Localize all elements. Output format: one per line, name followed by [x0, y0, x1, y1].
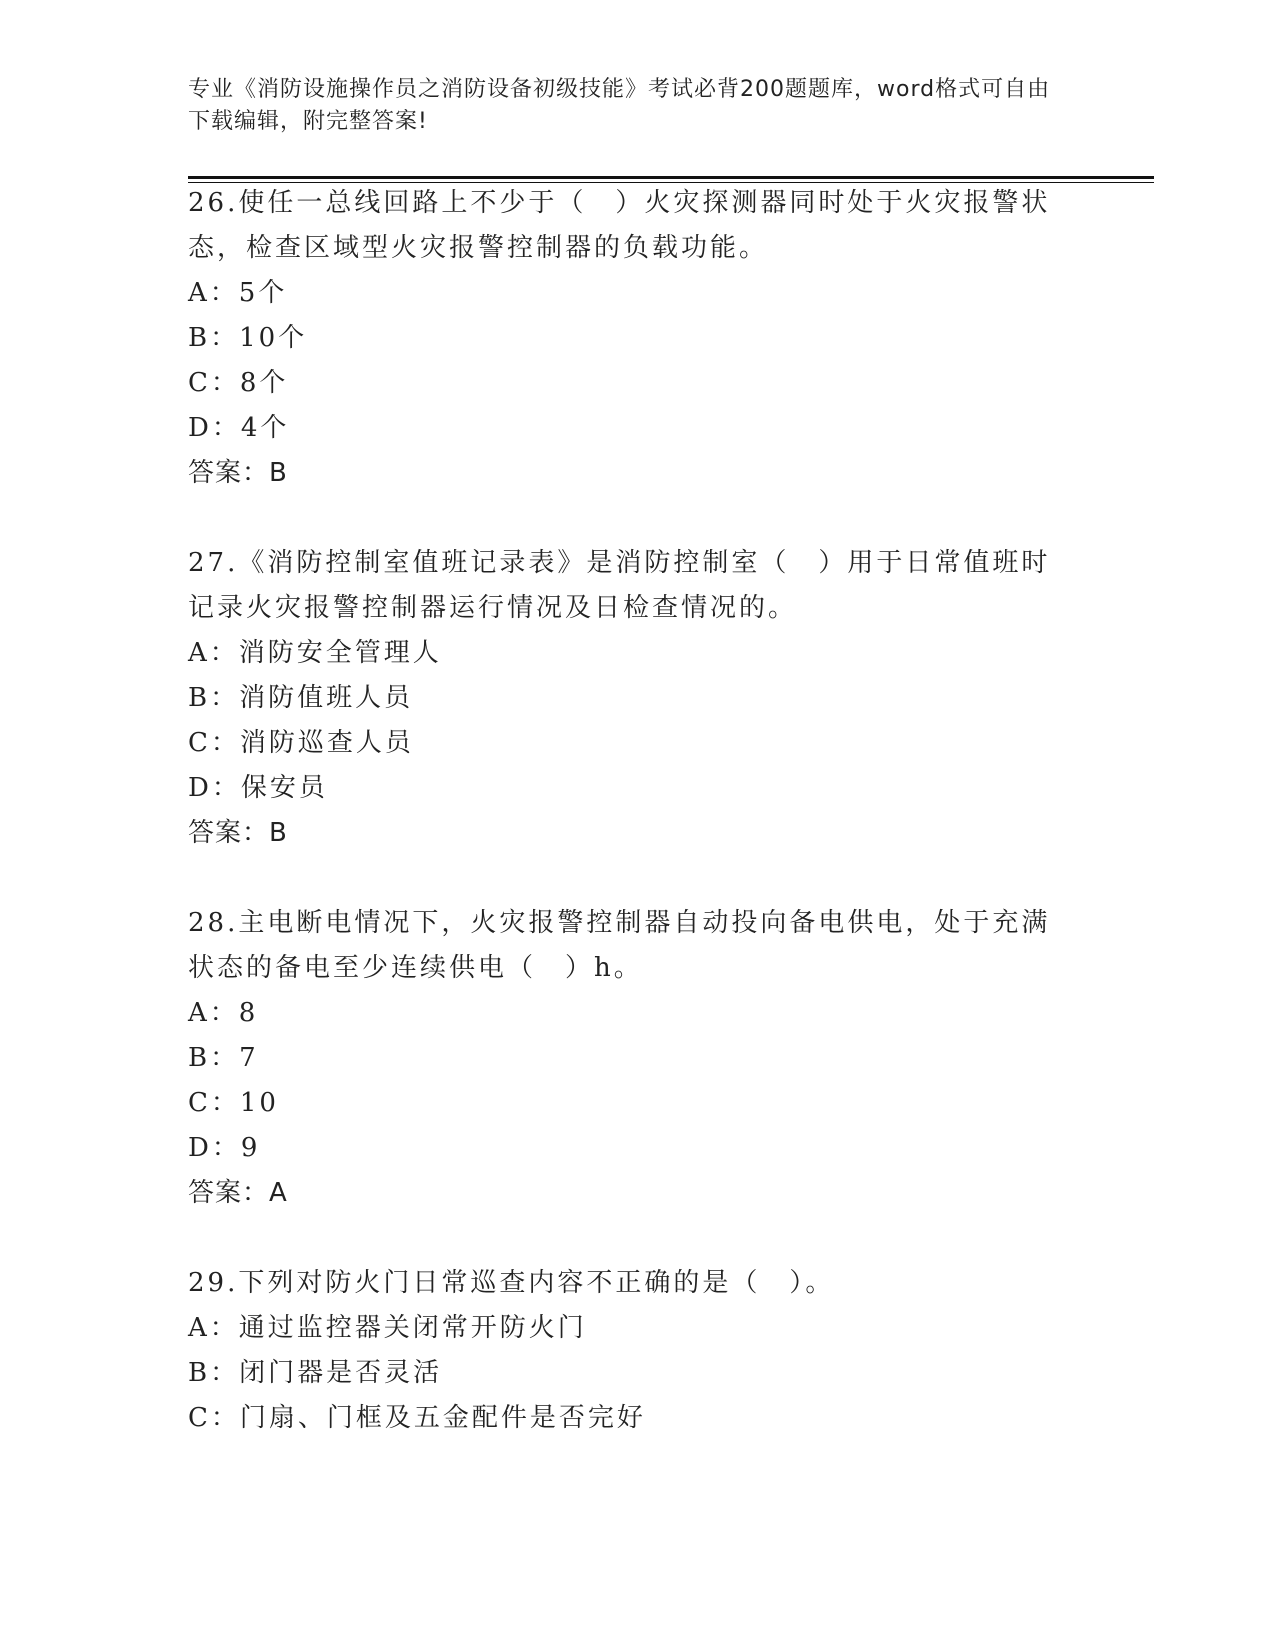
- header-divider-thick: [188, 176, 1154, 179]
- option-d: D：保安员: [188, 773, 328, 803]
- option-d: D：4个: [188, 413, 290, 443]
- question-29: [188, 1261, 1088, 1441]
- option-c: C：消防巡查人员: [188, 728, 414, 758]
- option-a: A：8: [188, 998, 259, 1028]
- option-b: B：闭门器是否灵活: [188, 1358, 443, 1388]
- option-b: B：消防值班人员: [188, 683, 414, 713]
- question-stem: 29.下列对防火门日常巡查内容不正确的是（ ）。: [188, 1268, 835, 1298]
- option-c: C：门扇、门框及五金配件是否完好: [188, 1403, 646, 1433]
- answer: 答案：B: [188, 818, 288, 848]
- option-a: A：消防安全管理人: [188, 638, 442, 668]
- option-c: C：8个: [188, 368, 289, 398]
- option-d: D：9: [188, 1133, 261, 1163]
- option-a: A：通过监控器关闭常开防火门: [188, 1313, 587, 1343]
- option-b: B：10个: [188, 323, 308, 353]
- question-stem: 28.主电断电情况下，火灾报警控制器自动投向备电供电，处于充满状态的备电至少连续供电（ ）h。: [188, 908, 1051, 983]
- option-b: B：7: [188, 1043, 259, 1073]
- answer: 答案：A: [188, 1178, 288, 1208]
- question-28: [188, 901, 1088, 1216]
- answer: 答案：B: [188, 458, 288, 488]
- question-26: [188, 181, 1088, 496]
- option-c: C：10: [188, 1088, 279, 1118]
- question-27: [188, 541, 1088, 856]
- question-stem: 27.《消防控制室值班记录表》是消防控制室（ ）用于日常值班时记录火灾报警控制器运行情况及日检查情况的。: [188, 548, 1051, 623]
- document-header: 专业《消防设施操作员之消防设备初级技能》考试必背200题题库，word格式可自由下载编辑，附完整答案!: [188, 77, 1051, 134]
- question-stem: 26.使任一总线回路上不少于（ ）火灾探测器同时处于火灾报警状态，检查区域型火灾报警控制器的负载功能。: [188, 188, 1051, 263]
- option-a: A：5个: [188, 278, 288, 308]
